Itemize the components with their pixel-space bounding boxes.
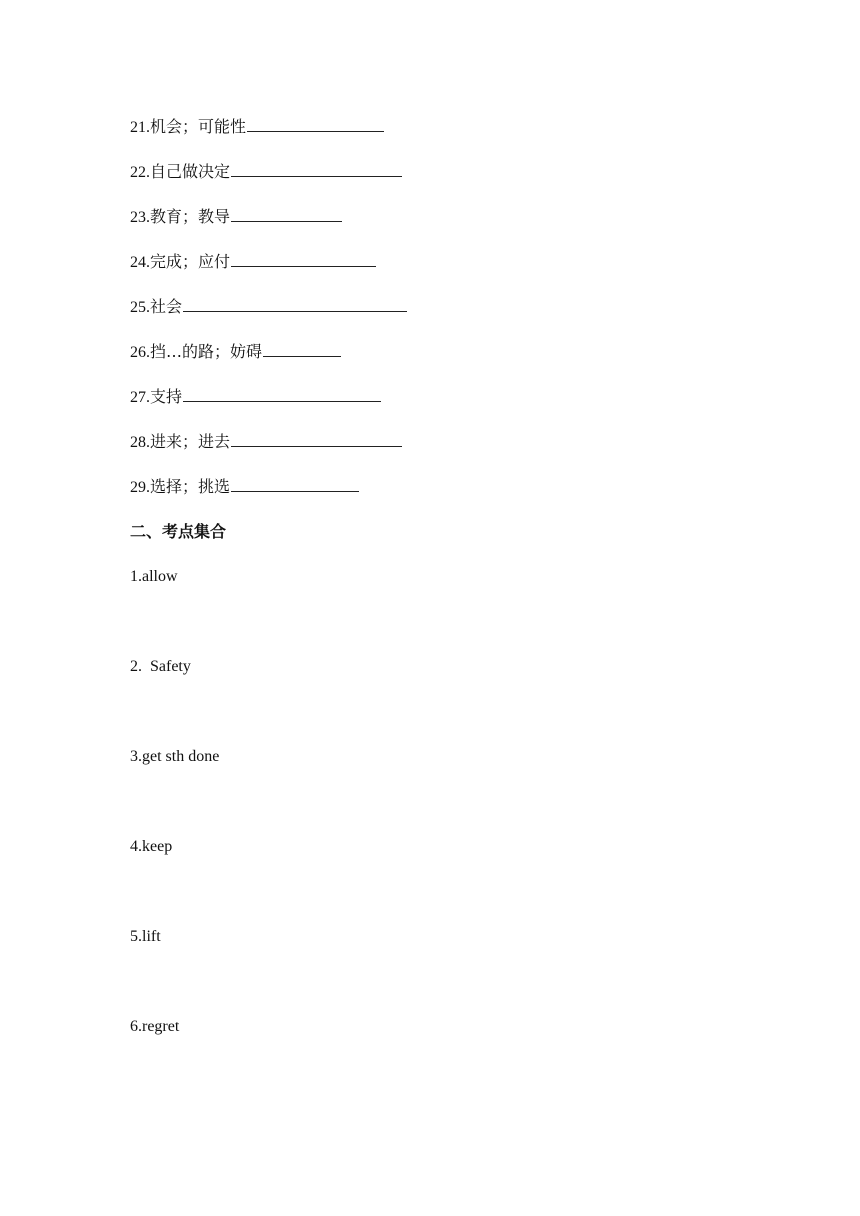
answer-blank[interactable] [263,342,341,357]
vocab-item-22 [130,162,402,183]
vocab-text: 社会 [150,297,183,316]
key-point-item: 5.lift [130,928,161,945]
answer-blank[interactable] [247,117,384,132]
key-point-item: 1.allow [130,568,178,585]
section-heading: 二、考点集合 [130,522,227,541]
answer-blank[interactable] [231,252,376,267]
vocab-item-26 [130,342,341,363]
vocab-text: 选择；挑选 [150,477,231,496]
vocab-item-28 [130,432,402,453]
vocab-item-21 [130,117,384,138]
key-point-item: 6.regret [130,1018,180,1035]
vocab-number: 21. [130,119,150,136]
vocab-number: 27. [130,389,150,406]
vocab-number: 22. [130,164,150,181]
vocab-text: 完成；应付 [150,252,231,271]
answer-blank[interactable] [183,387,381,402]
vocab-text: 支持 [150,387,183,406]
vocab-item-27 [130,387,381,408]
key-point-item: 4.keep [130,838,173,855]
vocab-number: 24. [130,254,150,271]
vocab-number: 25. [130,299,150,316]
key-point-item: 2. Safety [130,658,191,675]
vocab-item-25 [130,297,407,318]
vocab-number: 23. [130,209,150,226]
vocab-number: 28. [130,434,150,451]
answer-blank[interactable] [231,162,402,177]
vocab-text: 机会；可能性 [150,117,247,136]
key-point-item: 3.get sth done [130,748,220,765]
vocab-number: 26. [130,344,150,361]
vocab-text: 自己做决定 [150,162,231,181]
answer-blank[interactable] [231,207,342,222]
vocab-number: 29. [130,479,150,496]
answer-blank[interactable] [183,297,407,312]
vocab-item-29 [130,477,359,498]
answer-blank[interactable] [231,432,402,447]
answer-blank[interactable] [231,477,359,492]
vocab-item-24 [130,252,376,273]
vocab-item-23 [130,207,342,228]
vocab-text: 进来；进去 [150,432,231,451]
vocab-text: 教育；教导 [150,207,231,226]
vocab-text: 挡…的路；妨碍 [150,342,263,361]
